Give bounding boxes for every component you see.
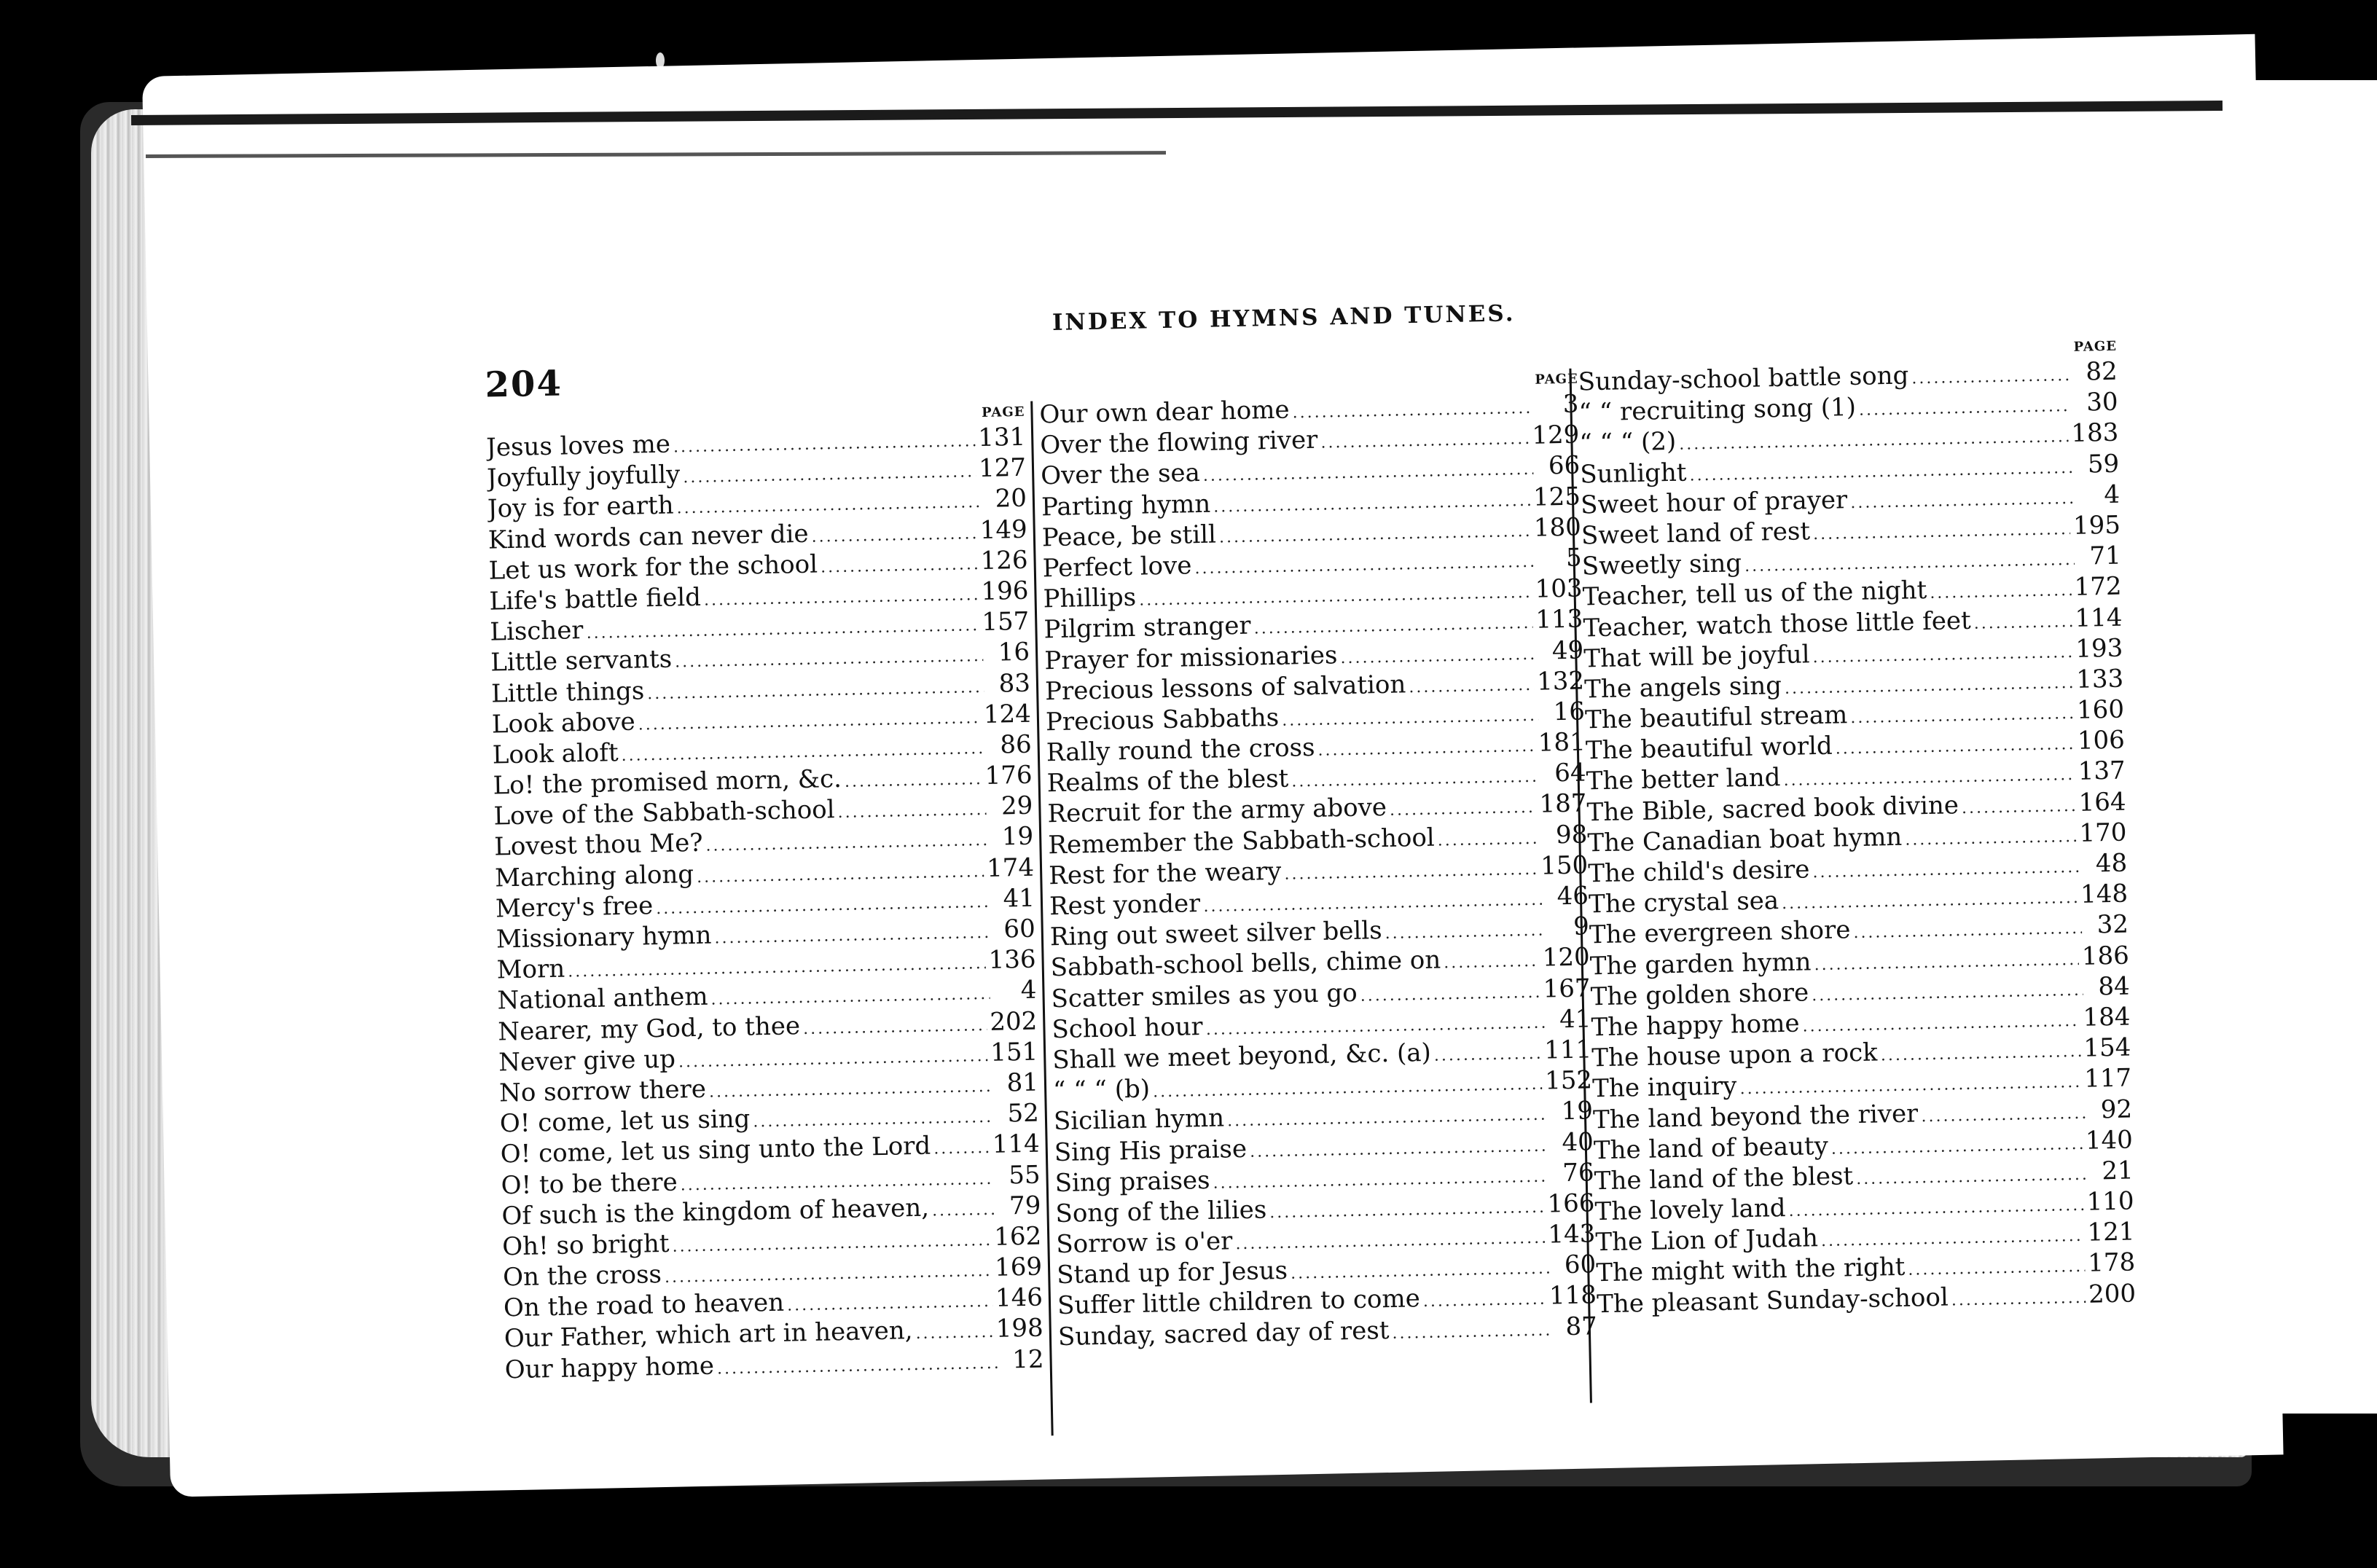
hymn-title: Prayer for missionaries: [1043, 640, 1338, 675]
hymn-title: Scatter smiles as you go: [1051, 978, 1358, 1014]
hymn-title: Sunlight: [1579, 458, 1687, 490]
hymn-title: Song of the lilies: [1055, 1195, 1267, 1229]
hymn-title: The beautiful stream: [1584, 700, 1848, 735]
hymn-page-number: 140: [2085, 1125, 2134, 1156]
hymn-page-number: 162: [993, 1221, 1042, 1252]
hymn-title: Lischer: [490, 616, 584, 647]
hymn-page-number: 16: [998, 638, 1030, 667]
hymn-page-number: 125: [1532, 482, 1581, 512]
hymn-title: National anthem: [497, 982, 708, 1016]
hymn-page-number: 117: [2083, 1063, 2132, 1094]
hymn-page-number: 4: [2104, 479, 2120, 509]
hymn-page-number: 126: [980, 545, 1028, 576]
hymn-page-number: 148: [2080, 879, 2129, 910]
hymn-title: Precious Sabbaths: [1045, 702, 1280, 737]
hymn-page-number: 154: [2083, 1032, 2131, 1063]
hymn-title: Teacher, watch those little feet: [1583, 605, 1972, 643]
hymn-title: Rest for the weary: [1048, 856, 1282, 891]
index-page: [142, 34, 2284, 1497]
hymn-page-number: 3: [1562, 389, 1579, 419]
hymn-page-number: 87: [1565, 1311, 1598, 1341]
hymn-page-number: 29: [1000, 791, 1033, 821]
hymn-page-number: 19: [1001, 822, 1034, 852]
hymn-page-number: 5: [1565, 543, 1583, 573]
hymn-page-number: 46: [1556, 881, 1589, 912]
hymn-title: Mercy's free: [495, 890, 654, 924]
hymn-title: Recruit for the army above: [1047, 793, 1387, 829]
hymn-title: The house upon a rock: [1591, 1038, 1879, 1073]
hymn-page-number: 98: [1555, 820, 1588, 850]
hymn-title: Nearer, my God, to thee: [498, 1011, 801, 1047]
hymn-page-number: 152: [1544, 1065, 1593, 1096]
hymn-title: The child's desire: [1587, 855, 1810, 889]
hymn-title: That will be joyful: [1583, 639, 1810, 674]
hymn-title: Shall we meet beyond, &c. (a): [1052, 1038, 1432, 1075]
hymn-title: Sweet land of rest: [1581, 517, 1811, 551]
hymn-title: Remember the Sabbath-school: [1048, 823, 1436, 860]
dot-leader: [717, 1348, 998, 1384]
hymn-page-number: 198: [995, 1313, 1044, 1344]
dot-leader: [1392, 1315, 1551, 1349]
hymn-page-number: 157: [981, 606, 1030, 638]
hymn-title: Perfect love: [1042, 551, 1192, 584]
hymn-title: Parting hymn: [1041, 489, 1211, 522]
hymn-title: The pleasant Sunday-school: [1596, 1282, 1949, 1319]
hymn-page-number: 52: [1007, 1098, 1040, 1129]
hymn-page-number: 183: [2071, 418, 2119, 449]
hymn-title: Missionary hymn: [496, 920, 712, 954]
hymn-title: The might with the right: [1595, 1253, 1906, 1288]
hymn-page-number: 103: [1535, 573, 1583, 604]
hymn-page-number: 170: [2079, 818, 2127, 848]
hymn-title: The beautiful world: [1585, 731, 1833, 766]
hymn-title: The land of beauty: [1593, 1131, 1829, 1166]
hymn-page-number: 40: [1562, 1126, 1594, 1157]
hymn-page-number: 71: [2089, 541, 2122, 571]
hymn-page-number: 146: [995, 1282, 1043, 1314]
hymn-title: Oh! so bright: [501, 1228, 670, 1262]
hymn-page-number: 12: [1011, 1344, 1044, 1375]
hymn-title: Our own dear home: [1039, 395, 1290, 430]
hymn-page-number: 79: [1009, 1191, 1041, 1221]
hymn-title: Stand up for Jesus: [1056, 1256, 1288, 1290]
hymn-page-number: 160: [2076, 694, 2125, 725]
hymn-page-number: 121: [2087, 1217, 2135, 1247]
hymn-page-number: 16: [1553, 697, 1586, 727]
hymn-title: O! come, let us sing unto the Lord: [500, 1131, 931, 1169]
hymn-title: The better land: [1586, 763, 1781, 796]
hymn-page-number: 176: [984, 760, 1033, 791]
hymn-page-number: 136: [988, 944, 1036, 976]
hymn-page-number: 49: [1551, 635, 1584, 665]
hymn-title: On the cross: [502, 1260, 662, 1293]
hymn-title: O! to be there: [501, 1167, 678, 1200]
hymn-page-number: 4: [1020, 975, 1037, 1006]
hymn-page-number: 166: [1547, 1188, 1595, 1219]
hymn-title: Sing praises: [1054, 1165, 1210, 1198]
hymn-title: Sing His praise: [1054, 1134, 1248, 1167]
hymn-page-number: 84: [2097, 971, 2131, 1002]
hymn-title: Rest yonder: [1049, 889, 1201, 922]
hymn-title: Lo! the promised morn, &c.: [493, 764, 842, 801]
hymn-page-number: 110: [2086, 1186, 2134, 1217]
hymn-page-number: 187: [1539, 788, 1587, 820]
hymn-page-number: 59: [2087, 449, 2120, 479]
hymn-title: Little things: [490, 675, 645, 709]
hymn-title: The land of the blest: [1594, 1161, 1854, 1196]
hymn-page-number: 120: [1542, 942, 1591, 973]
hymn-page-number: 48: [2095, 848, 2128, 879]
dot-leader: [932, 1195, 995, 1227]
hymn-title: Peace, be still: [1041, 520, 1217, 553]
hymn-title: Ring out sweet silver bells: [1049, 916, 1382, 952]
hymn-title: Of such is the kingdom of heaven,: [501, 1193, 930, 1231]
hymn-title: The Bible, sacred book divine: [1586, 790, 1959, 828]
hymn-title: O! come, let us sing: [499, 1104, 751, 1139]
hymn-title: Realms of the blest: [1046, 764, 1289, 799]
hymn-page-number: 21: [2102, 1156, 2134, 1186]
hymn-page-number: 41: [1559, 1004, 1591, 1034]
hymn-title: Our happy home: [504, 1351, 715, 1384]
hymn-page-number: 55: [1008, 1160, 1041, 1190]
hymn-title: The land beyond the river: [1592, 1098, 1919, 1134]
hymn-page-number: 19: [1561, 1096, 1594, 1126]
hymn-title: The inquiry: [1591, 1071, 1737, 1104]
hymn-page-number: 118: [1548, 1280, 1597, 1312]
hymn-title: Look aloft: [492, 737, 619, 770]
page-number: 204: [485, 363, 563, 406]
hymn-page-number: 196: [981, 576, 1029, 606]
hymn-title: Sweetly sing: [1581, 549, 1742, 581]
hymn-title: Phillips: [1043, 582, 1137, 614]
hymn-title: Love of the Sabbath-school: [493, 795, 835, 831]
hymn-page-number: 174: [986, 852, 1035, 883]
hymn-page-number: 124: [983, 699, 1032, 729]
hymn-title: Pilgrim stranger: [1043, 611, 1252, 645]
dot-leader: [1951, 1282, 2086, 1316]
hymn-page-number: 195: [2072, 510, 2121, 541]
page-column-label: PAGE: [981, 404, 1025, 420]
hymn-page-number: 143: [1547, 1219, 1596, 1250]
hymn-title: Lovest thou Me?: [493, 828, 703, 862]
hymn-page-number: 178: [2087, 1247, 2136, 1279]
hymn-title: Marching along: [494, 859, 694, 893]
hymn-title: Sweet hour of prayer: [1580, 485, 1848, 520]
hymn-title: Joyfully joyfully: [486, 460, 681, 493]
hymn-page-number: 149: [979, 514, 1028, 545]
hymn-page-number: 9: [1573, 912, 1590, 941]
hymn-page-number: 30: [2086, 387, 2118, 418]
hymn-title: Jesus loves me: [485, 429, 671, 463]
hymn-title: Sunday, sacred day of rest: [1057, 1315, 1390, 1352]
hymn-title: Precious lessons of salvation: [1044, 670, 1406, 706]
hymn-title: No sorrow there: [498, 1074, 707, 1108]
hymn-title: School hour: [1052, 1011, 1204, 1044]
hymn-page-number: 32: [2096, 909, 2129, 940]
hymn-page-number: 60: [1003, 914, 1036, 944]
hymn-page-number: 151: [990, 1037, 1038, 1067]
hymn-page-number: 86: [999, 729, 1033, 760]
hymn-page-number: 193: [2075, 633, 2123, 664]
hymn-title: Teacher, tell us of the night: [1582, 576, 1927, 612]
page-column-label: PAGE: [2073, 338, 2118, 355]
hymn-page-number: 131: [977, 422, 1026, 453]
hymn-title: The crystal sea: [1588, 886, 1779, 920]
hymn-page-number: 114: [2075, 603, 2123, 633]
hymn-page-number: 202: [989, 1006, 1038, 1037]
hymn-title: The evergreen shore: [1589, 915, 1851, 950]
hymn-page-number: 169: [994, 1252, 1043, 1282]
hymn-page-number: 114: [992, 1129, 1041, 1160]
hymn-page-number: 127: [978, 452, 1027, 484]
hymn-title: Morn: [496, 954, 565, 985]
hymn-title: Joy is for earth: [487, 490, 674, 524]
hymn-title: Over the flowing river: [1040, 425, 1318, 460]
hymn-title: “ “ recruiting song (1): [1578, 393, 1857, 428]
hymn-page-number: 180: [1533, 512, 1582, 543]
hymn-page-number: 150: [1540, 850, 1589, 881]
hymn-page-number: 132: [1536, 666, 1585, 697]
hymn-title: Little servants: [490, 644, 673, 678]
hymn-page-number: 186: [2081, 941, 2130, 971]
hymn-title: Rally round the cross: [1046, 732, 1315, 768]
hymn-page-number: 164: [2078, 787, 2126, 818]
hymn-page-number: 111: [1543, 1035, 1592, 1065]
hymn-title: The angels sing: [1583, 670, 1782, 705]
hymn-title: Let us work for the school: [488, 549, 818, 586]
hymn-page-number: 129: [1531, 420, 1580, 451]
hymn-page-number: 64: [1554, 758, 1586, 788]
hymn-page-number: 137: [2078, 756, 2126, 787]
index-column-2: [1039, 369, 1598, 1352]
hymn-page-number: 200: [2088, 1279, 2137, 1309]
page-column-label: PAGE: [1535, 371, 1578, 388]
hymn-title: Kind words can never die: [487, 519, 809, 555]
hymn-page-number: 83: [998, 668, 1031, 699]
hymn-title: The lovely land: [1594, 1193, 1786, 1227]
hymn-page-number: 81: [1006, 1067, 1039, 1098]
index-column-1: [485, 401, 1044, 1385]
hymn-page-number: 184: [2083, 1002, 2131, 1032]
hymn-title: Sunday-school battle song: [1578, 361, 1909, 397]
hymn-page-number: 60: [1564, 1250, 1597, 1280]
hymn-title: The golden shore: [1590, 978, 1809, 1012]
hymn-title: Sabbath-school bells, chime on: [1050, 945, 1441, 983]
hymn-page-number: 181: [1538, 727, 1586, 758]
index-column-3: [1578, 336, 2137, 1320]
hymn-title: Sorrow is o'er: [1056, 1226, 1233, 1260]
hymn-page-number: 167: [1543, 973, 1591, 1004]
hymn-page-number: 133: [2075, 664, 2124, 694]
hymn-title: Sicilian hymn: [1053, 1103, 1225, 1137]
hymn-title: The garden hymn: [1589, 946, 1812, 981]
hymn-title: Over the sea: [1040, 458, 1201, 491]
hymn-title: Never give up: [498, 1044, 676, 1078]
hymn-page-number: 41: [1003, 883, 1035, 914]
hymn-title: On the road to heaven: [503, 1287, 785, 1323]
page-header: INDEX TO HYMNS AND TUNES.: [1052, 300, 1516, 336]
hymn-title: “ “ “ (b): [1052, 1074, 1151, 1106]
hymn-page-number: 82: [2086, 356, 2118, 387]
hymn-page-number: 92: [2100, 1094, 2133, 1124]
hymn-title: Our Father, which art in heaven,: [504, 1316, 913, 1354]
hymn-page-number: 76: [1562, 1158, 1594, 1188]
hymn-title: “ “ “ (2): [1579, 427, 1677, 458]
page-content: [337, 222, 2217, 1410]
hymn-page-number: 113: [1535, 604, 1583, 635]
hymn-title: Suffer little children to come: [1057, 1284, 1421, 1321]
dot-leader: [933, 1133, 990, 1165]
hymn-page-number: 172: [2074, 571, 2122, 603]
hymn-page-number: 20: [995, 484, 1027, 514]
hymn-title: The Lion of Judah: [1595, 1223, 1819, 1258]
hymn-page-number: 106: [2077, 725, 2126, 756]
hymn-title: The Canadian boat hymn: [1587, 822, 1903, 858]
hymn-title: Life's battle field: [489, 582, 702, 616]
hymn-title: Look above: [491, 707, 636, 740]
hymn-page-number: 66: [1548, 450, 1581, 481]
hymn-title: The happy home: [1591, 1008, 1800, 1043]
